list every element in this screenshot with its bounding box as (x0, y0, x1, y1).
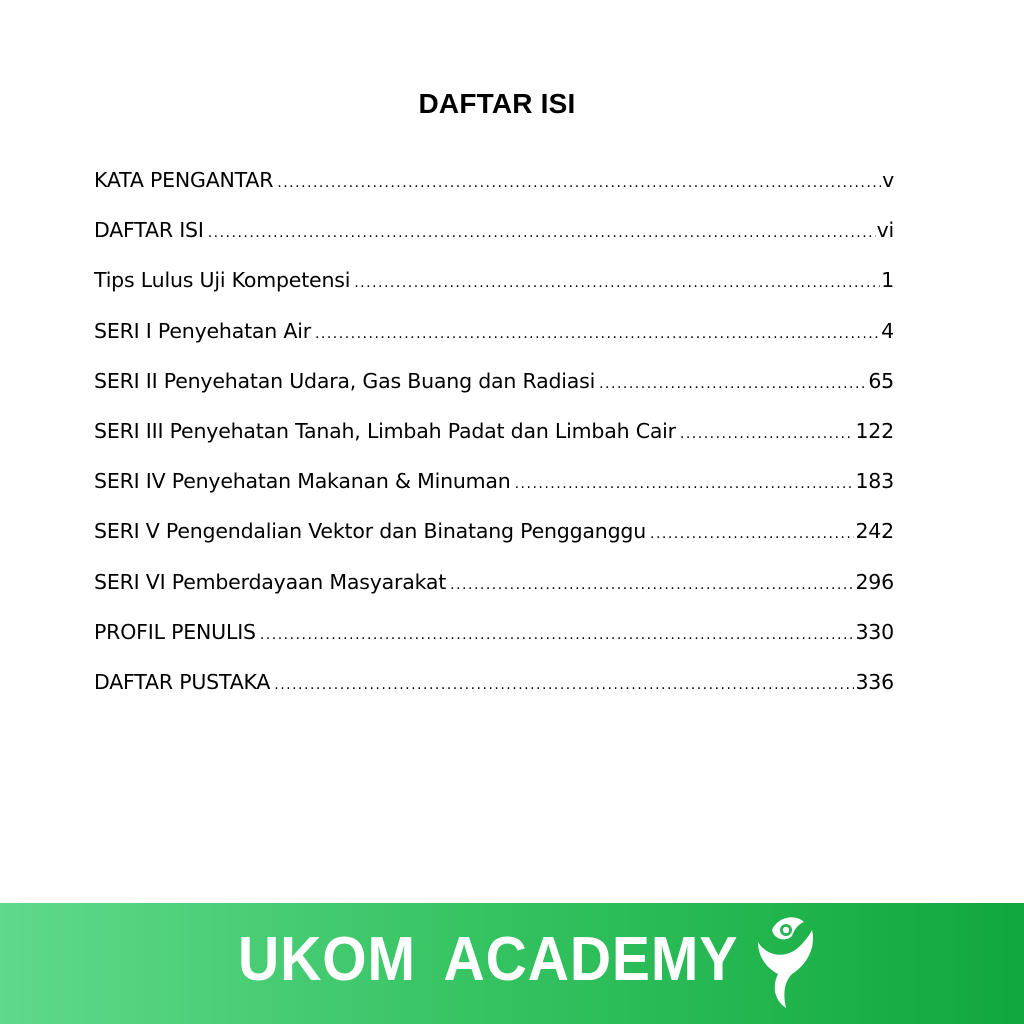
toc-entry-label: Tips Lulus Uji Kompetensi (94, 268, 351, 293)
toc-entry-page: 336 (855, 669, 894, 694)
toc-entry-seri-5 (94, 519, 894, 569)
toc-dot-leader (680, 426, 855, 442)
toc-dot-leader (515, 476, 855, 492)
toc-entry-label: DAFTAR PUSTAKA (94, 669, 271, 694)
toc-entry-page: 4 (881, 318, 894, 343)
toc-entry-label: SERI V Pengendalian Vektor dan Binatang Pengganggu (94, 519, 646, 544)
toc-entry-label: PROFIL PENULIS (94, 619, 256, 644)
toc-entry-page: 242 (855, 519, 894, 544)
toc-dot-leader (450, 577, 854, 593)
toc-entry-seri-2 (94, 369, 894, 419)
toc-entry-page: v (882, 168, 894, 192)
toc-dot-leader (354, 275, 880, 291)
page-title: DAFTAR ISI (418, 88, 576, 119)
toc-entry-seri-6 (94, 570, 894, 620)
toc-entry-page: vi (876, 218, 894, 243)
toc-entry-label: SERI I Penyehatan Air (94, 318, 311, 343)
toc-entry-kata-pengantar (94, 168, 894, 218)
toc-dot-leader (650, 526, 854, 542)
person-leaf-logo-icon (752, 912, 818, 1012)
toc-entry-label: SERI III Penyehatan Tanah, Limbah Padat dan Limbah Cair (94, 418, 676, 443)
toc-entry-label: SERI IV Penyehatan Makanan & Minuman (94, 469, 511, 494)
toc-entry-daftar-isi (94, 218, 894, 268)
toc-entry-profil-penulis (94, 620, 894, 670)
toc-entry-label: SERI II Penyehatan Udara, Gas Buang dan Radiasi (94, 368, 596, 393)
toc-dot-leader (277, 175, 881, 191)
toc-entry-page: 296 (855, 569, 894, 594)
toc-entry-label: KATA PENGANTAR (94, 168, 274, 192)
toc-entry-page: 330 (855, 619, 894, 644)
toc-entry-page: 1 (881, 268, 894, 293)
toc-entry-seri-4 (94, 469, 894, 519)
toc-entry-page: 183 (855, 469, 894, 494)
toc-entry-label: DAFTAR ISI (94, 218, 204, 243)
toc-entry-page: 65 (868, 368, 894, 393)
toc-dot-leader (274, 677, 854, 693)
brand-name: UKOM ACADEMY (238, 925, 739, 994)
table-of-contents (94, 168, 894, 720)
toc-dot-leader (260, 627, 855, 643)
toc-entry-tips (94, 268, 894, 318)
toc-entry-seri-1 (94, 319, 894, 369)
toc-dot-leader (599, 376, 867, 392)
toc-entry-seri-3 (94, 419, 894, 469)
toc-entry-page: 122 (855, 418, 894, 443)
toc-dot-leader (208, 225, 876, 241)
toc-entry-daftar-pustaka (94, 670, 894, 720)
toc-entry-label: SERI VI Pemberdayaan Masyarakat (94, 569, 447, 594)
toc-dot-leader (315, 326, 880, 342)
